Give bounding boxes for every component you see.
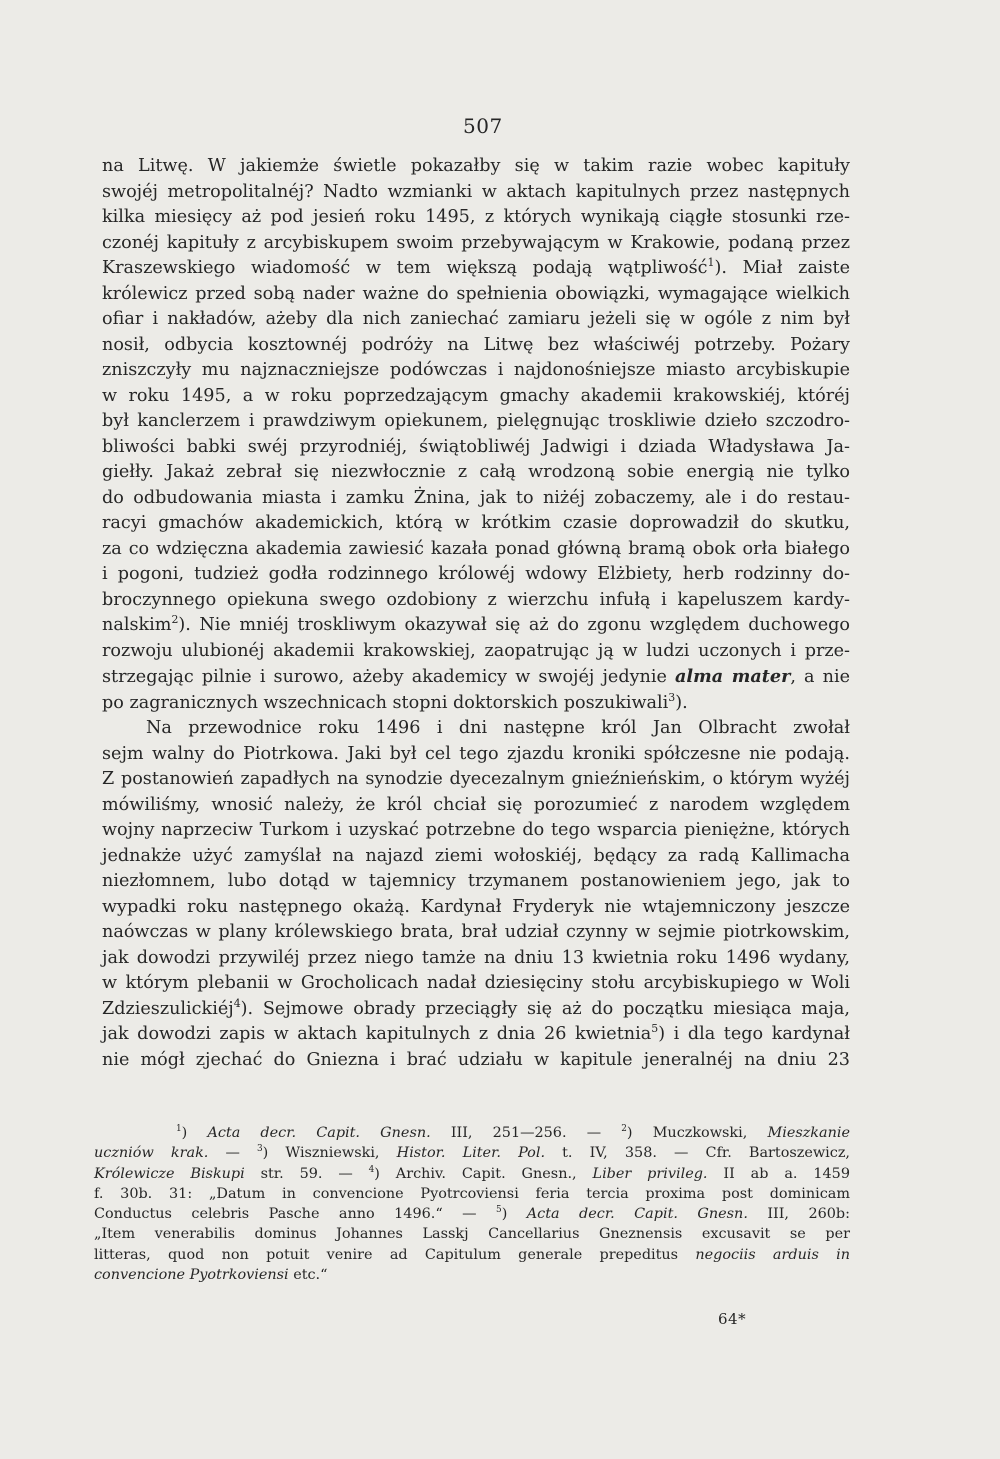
text-line <box>102 435 850 461</box>
line-text: , a nie <box>790 667 851 687</box>
footnote-text: ) Wiszniewski, <box>262 1145 397 1162</box>
footnote-italic: negociis arduis in <box>695 1246 850 1263</box>
footnote-italic: uczniów krak. <box>94 1145 209 1162</box>
text-line <box>102 1022 850 1048</box>
footnotes <box>94 1123 850 1285</box>
line-text: broczynnego opiekuna swego ozdobiony z wierzchu infułą i kapeluszem kardy- <box>102 589 850 610</box>
line-text: ofiar i nakładów, ażeby dla nich zaniechać zamiaru jeżeli się w ogóle z nim był <box>102 309 850 329</box>
line-text: strzegając pilnie i surowo, ażeby akademicy w swojéj jedynie <box>102 667 676 687</box>
text-line <box>102 588 850 614</box>
footnote-line <box>94 1224 850 1244</box>
text-line <box>102 664 850 691</box>
footnote-text: ) Muczkowski, <box>626 1125 768 1141</box>
footnote-italic: Acta decr. Capit. Gnesn. <box>526 1206 748 1223</box>
text-line <box>102 154 850 180</box>
footnote-ref: 5 <box>651 1022 659 1036</box>
footnote-text: — <box>208 1145 257 1162</box>
footnote-italic: Acta decr. Capit. Gnesn. <box>207 1125 431 1141</box>
footnote-number: 5 <box>496 1205 502 1216</box>
signature-mark: 64* <box>718 1310 747 1328</box>
footnote-line <box>94 1123 850 1143</box>
footnote-text: ) <box>501 1206 527 1223</box>
line-text: nie mógł zjechać do Gniezna i brać udziału w kapitule jeneralnéj na dniu 23 <box>102 1049 850 1070</box>
footnote-italic: Histor. Liter. Pol. <box>396 1145 546 1162</box>
line-text: po zagranicznych wszechnicach stopni doktorskich poszukiwali <box>102 692 669 713</box>
footnote-text: etc.“ <box>288 1267 328 1284</box>
footnote-line <box>94 1164 850 1184</box>
footnote-italic: Królewicze Biskupi <box>94 1165 245 1182</box>
text-line <box>102 256 850 282</box>
text-line <box>102 818 850 844</box>
text-line <box>102 307 850 333</box>
line-text: czonéj kapituły z arcybiskupem swoim przebywającym w Krakowie, podaną przez <box>102 232 850 253</box>
footnote-text: f. 30b. 31: „Datum in convencione Pyotrcoviensi feria tercia proxima post dominicam <box>94 1185 850 1202</box>
text-line <box>102 639 850 665</box>
line-text: sejm walny do Piotrkowa. Jaki był cel tego zjazdu kroniki spółczesne nie podają. <box>102 743 850 764</box>
line-text: racyi gmachów akademickich, którą w krótkim czasie doprowadził do skutku, <box>102 513 850 533</box>
line-text: zniszczyły mu najznaczniejsze podówczas i najdonośniejsze miasto arcybiskupie <box>102 360 850 380</box>
text-line <box>102 997 850 1023</box>
line-text: niezłomnem, lubo dotąd w tajemnicy trzymanem postanowieniem jego, jak to <box>102 871 850 891</box>
footnote-italic: Mieszkanie <box>767 1125 850 1141</box>
footnote-text: Conductus celebris Pasche anno 1496.“ — <box>94 1206 497 1223</box>
line-text: Z postanowień zapadłych na synodzie dyecezalnym gnieźnieńskim, o którym wyżéj <box>102 769 850 789</box>
footnote-ref: 1 <box>707 256 715 270</box>
text-line <box>102 562 850 588</box>
line-text: i pogoni, tudzież godła rodzinnego królowéj wdowy Elżbiety, herb rodzinny do- <box>102 564 850 584</box>
line-text: rozwoju ulubionéj akademii krakowskiej, zaopatrując ją w ludzi uczonych i prze- <box>102 640 850 661</box>
footnote-text: II ab a. 1459 <box>707 1165 850 1182</box>
footnote-text: III, 251—256. — <box>430 1125 622 1141</box>
line-text: ). Nie mniéj troskliwym okazywał się aż do zgonu względem duchowego <box>178 615 850 635</box>
footnote-text: III, 260b: <box>747 1206 850 1223</box>
line-text: jak dowodzi przywiléj przez niego tamże na dniu 13 kwietnia roku 1496 wydany, <box>102 947 850 968</box>
text-line <box>102 486 850 512</box>
line-text: bliwości babki swéj przyrodniéj, świątobliwéj Jadwigi i dziada Władysława Ja- <box>102 436 850 457</box>
text-line <box>102 282 850 308</box>
footnote-number: 4 <box>368 1164 375 1175</box>
footnote-ref: 4 <box>233 996 241 1010</box>
text-line <box>102 716 850 742</box>
text-line <box>102 793 850 819</box>
line-text: jednakże użyć zamyślał na najazd ziemi wołoskiéj, będący za radą Kallimacha <box>102 845 850 866</box>
line-text: nosił, odbycia kosztownéj podróży na Litwę bez właściwéj potrzeby. Pożary <box>102 334 850 355</box>
line-text: giełły. Jakaż zebrał się niezwłocznie z całą wrodzoną sobie energią nie tylko <box>102 462 850 482</box>
line-text: za co wdzięczna akademia zawiesić kazała ponad główną bramą obok orła białego <box>102 538 850 559</box>
text-line <box>102 384 850 410</box>
text-line <box>102 409 850 435</box>
text-line <box>102 205 850 231</box>
line-text: swojéj metropolitalnéj? Nadto wzmianki w aktach kapitulnych przez następnych <box>102 181 850 202</box>
text-line <box>102 869 850 895</box>
text-line <box>102 537 850 563</box>
text-line <box>102 180 850 206</box>
footnote-text: str. 59. — <box>244 1165 369 1182</box>
line-text: był kanclerzem i prawdziwym opiekunem, pielęgnując troskliwie dzieło szczodro- <box>102 411 850 431</box>
footnote-ref: 2 <box>171 613 179 627</box>
line-text: do odbudowania miasta i zamku Żnina, jak to niżéj zobaczemy, ale i do restau- <box>102 487 850 508</box>
footnote-text: ) <box>181 1125 208 1141</box>
text-line <box>102 613 850 639</box>
line-text: kilka miesięcy aż pod jesień roku 1495, z których wynikają ciągłe stosunki rze- <box>102 207 850 227</box>
text-line <box>102 333 850 359</box>
footnote-ref: 3 <box>668 690 676 704</box>
line-text: naówczas w plany królewskiego brata, brał udział czynny w sejmie piotrkowskim, <box>102 922 850 942</box>
text-line <box>102 946 850 972</box>
line-text: ) i dla tego kardynał <box>658 1024 850 1044</box>
page-number: 507 <box>463 114 503 138</box>
footnote-line <box>94 1245 850 1265</box>
footnote-italic: Liber privileg. <box>592 1165 708 1182</box>
text-line <box>102 460 850 486</box>
text-line <box>102 920 850 946</box>
line-text: wypadki roku następnego okażą. Kardynał Fryderyk nie wtajemniczony jeszcze <box>102 896 850 917</box>
footnote-line <box>94 1204 850 1224</box>
footnote-number: 3 <box>257 1144 263 1155</box>
line-text: jak dowodzi zapis w aktach kapitulnych z dnia 26 kwietnia <box>102 1024 652 1044</box>
footnote-line <box>94 1265 850 1285</box>
footnote-text: litteras, quod non potuit venire ad Capitulum generale prepeditus <box>94 1246 696 1263</box>
paragraph-1 <box>102 154 850 716</box>
footnote-italic: convencione Pyotrkoviensi <box>94 1267 289 1284</box>
text-line <box>102 231 850 257</box>
text-line <box>102 742 850 768</box>
footnote-number: 1 <box>176 1124 182 1135</box>
line-text: królewicz przed sobą nader ważne do spełnienia obowiązki, wymagające wielkich <box>102 283 850 304</box>
line-text: na Litwę. W jakiemże świetle pokazałby się w takim razie wobec kapituły <box>102 156 850 176</box>
paragraph-2 <box>102 716 850 1073</box>
line-text: ). Sejmowe obrady przeciągły się aż do początku miesiąca maja, <box>240 998 850 1019</box>
text-line <box>102 511 850 537</box>
text-line <box>102 1048 850 1074</box>
text-line <box>102 767 850 793</box>
text-line <box>102 971 850 997</box>
line-text: ). <box>675 692 688 713</box>
line-text: nalskim <box>102 615 172 635</box>
line-text: mówiliśmy, wnosić należy, że król chciał się porozumieć z narodem względem <box>102 794 850 815</box>
line-text: Zdzieszulickiéj <box>102 998 234 1019</box>
footnote-line <box>94 1184 850 1204</box>
footnote-line <box>94 1143 850 1163</box>
main-text <box>102 154 850 1073</box>
footnote-text: „Item venerabilis dominus Johannes Lasskj Cancellarius Gneznensis excusavit se per <box>94 1226 850 1243</box>
footnote-text: ) Archiv. Capit. Gnesn., <box>374 1165 593 1182</box>
line-text: Na przewodnice roku 1496 i dni następne król Jan Olbracht zwołał <box>146 718 850 738</box>
footnote-number: 2 <box>621 1124 627 1135</box>
emphasis-text: alma mater <box>675 666 791 687</box>
text-line <box>102 358 850 384</box>
line-text: wojny naprzeciw Turkom i uzyskać potrzebne do tego wsparcia pieniężne, których <box>102 820 850 840</box>
text-line <box>102 895 850 921</box>
text-line <box>102 691 850 717</box>
line-text: w którym plebanii w Grocholicach nadał dziesięciny stołu arcybiskupiego w Woli <box>102 973 850 993</box>
footnote-text: t. IV, 358. — Cfr. Bartoszewicz, <box>545 1145 850 1162</box>
text-line <box>102 844 850 870</box>
line-text: Kraszewskiego wiadomość w tem większą podają wątpliwość <box>102 258 708 278</box>
line-text: w roku 1495, a w roku poprzedzającym gmachy akademii krakowskiéj, któréj <box>102 385 850 406</box>
line-text: ). Miał zaiste <box>714 258 850 278</box>
